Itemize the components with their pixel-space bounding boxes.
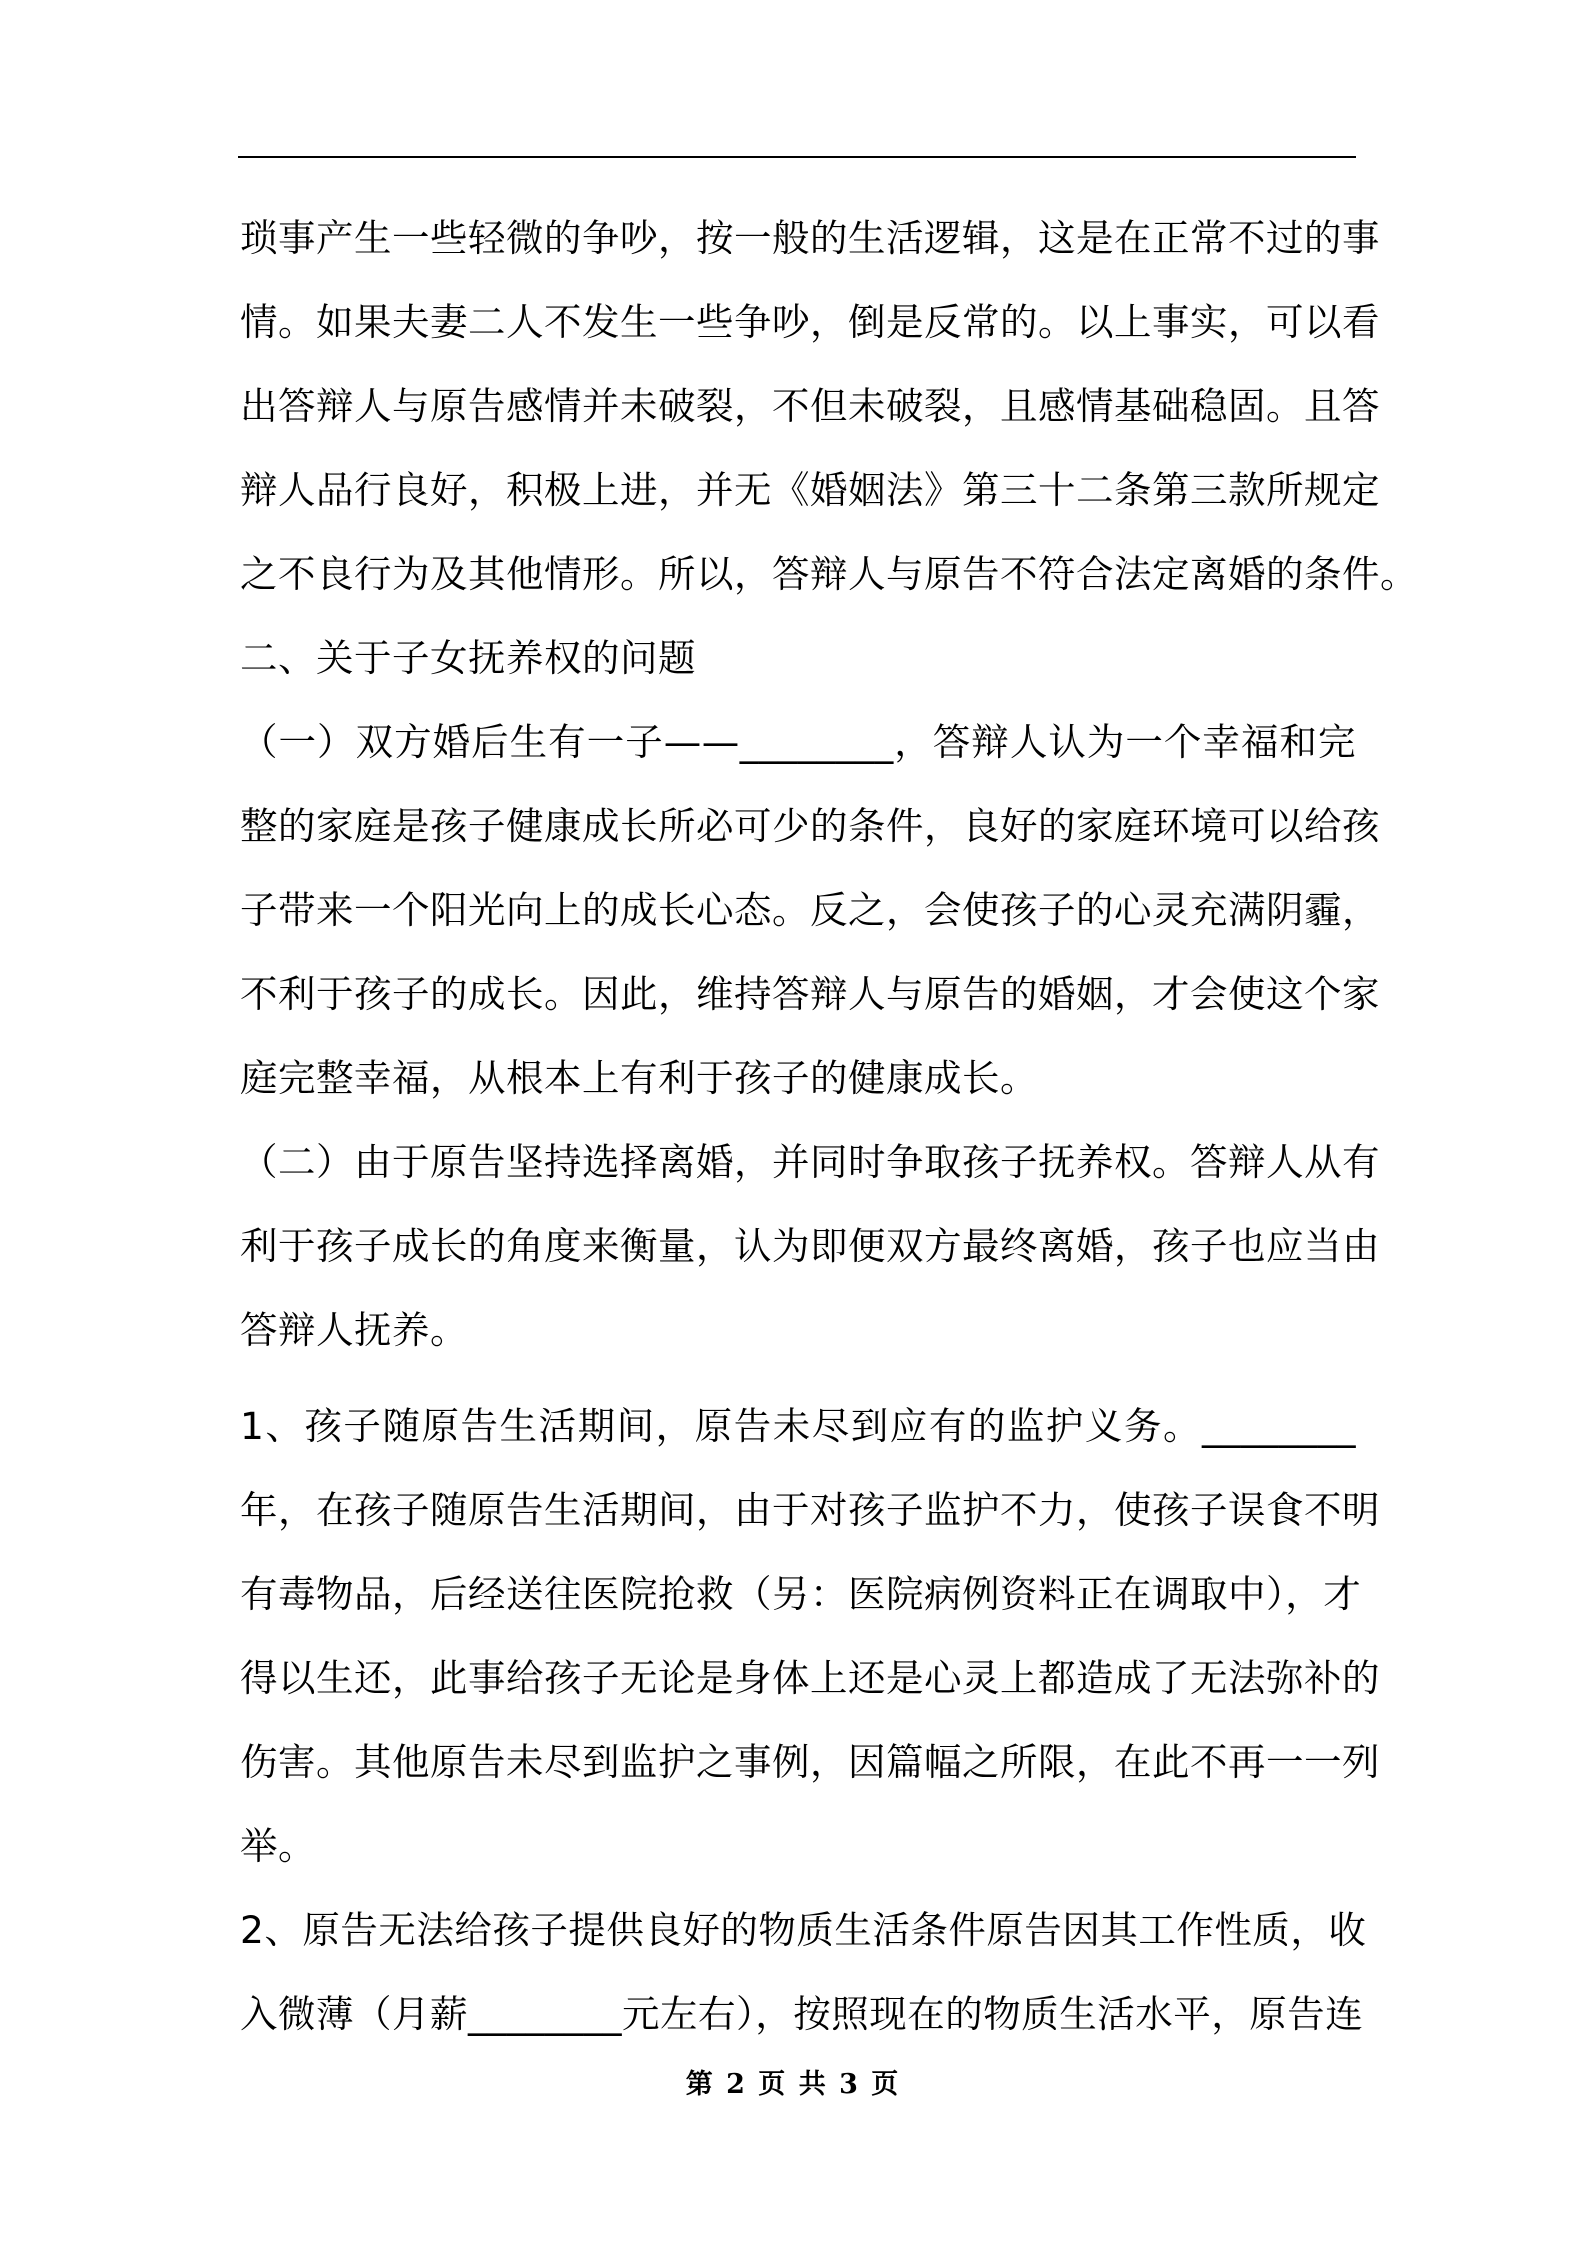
text-line: 出答辩人与原告感情并未破裂，不但未破裂，且感情基础稳固。且答 (240, 384, 1380, 428)
text-line: （二）由于原告坚持选择离婚，并同时争取孩子抚养权。答辩人从有 (240, 1140, 1380, 1184)
text-line: 利于孩子成长的角度来衡量，认为即便双方最终离婚，孩子也应当由 (240, 1224, 1380, 1268)
text-line: 入微薄（月薪________元左右），按照现在的物质生活水平，原告连 (240, 1992, 1364, 2036)
text-line: 答辩人抚养。 (240, 1308, 468, 1352)
text-line: 有毒物品，后经送往医院抢救（另：医院病例资料正在调取中），才 (240, 1572, 1362, 1616)
text-line: 2、原告无法给孩子提供良好的物质生活条件原告因其工作性质，收 (240, 1908, 1367, 1952)
text-line: 情。如果夫妻二人不发生一些争吵，倒是反常的。以上事实，可以看 (240, 300, 1380, 344)
text-line: 子带来一个阳光向上的成长心态。反之，会使孩子的心灵充满阴霾， (240, 888, 1380, 932)
header-rule (238, 156, 1356, 158)
text-line: 琐事产生一些轻微的争吵，按一般的生活逻辑，这是在正常不过的事 (240, 216, 1380, 260)
text-line: （一）双方婚后生有一子——________，答辩人认为一个幸福和完 (240, 720, 1356, 764)
text-line: 年，在孩子随原告生活期间，由于对孩子监护不力，使孩子误食不明 (240, 1488, 1380, 1532)
text-line: 伤害。其他原告未尽到监护之事例，因篇幅之所限，在此不再一一列 (240, 1740, 1380, 1784)
text-line: 庭完整幸福，从根本上有利于孩子的健康成长。 (240, 1056, 1038, 1100)
text-line: 不利于孩子的成长。因此，维持答辩人与原告的婚姻，才会使这个家 (240, 972, 1380, 1016)
text-line: 得以生还，此事给孩子无论是身体上还是心灵上都造成了无法弥补的 (240, 1656, 1380, 1700)
text-line: 1、孩子随原告生活期间，原告未尽到应有的监护义务。________ (240, 1404, 1356, 1448)
text-line: 辩人品行良好，积极上进，并无《婚姻法》第三十二条第三款所规定 (240, 468, 1380, 512)
section-heading: 二、关于子女抚养权的问题 (240, 636, 696, 680)
document-body (240, 196, 1418, 2056)
text-line: 举。 (240, 1824, 316, 1868)
text-line: 整的家庭是孩子健康成长所必可少的条件，良好的家庭环境可以给孩 (240, 804, 1380, 848)
page-number: 第 2 页 共 3 页 (685, 2069, 901, 2100)
text-line: 之不良行为及其他情形。所以，答辩人与原告不符合法定离婚的条件。 (240, 552, 1418, 596)
paragraph-gap (240, 1372, 1356, 1384)
